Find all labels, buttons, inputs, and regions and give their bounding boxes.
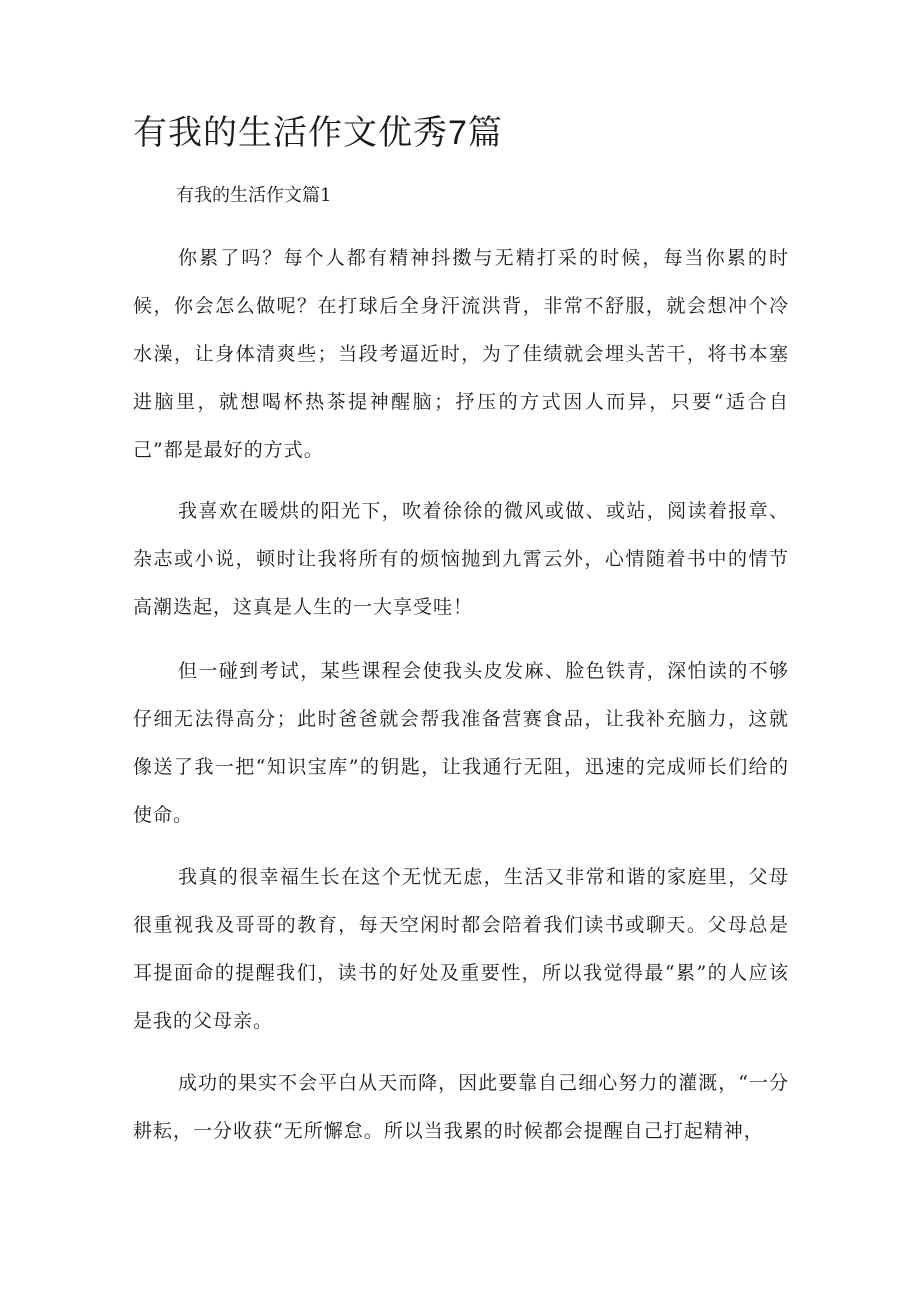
document-title: 有我的生活作文优秀7篇 [133,114,503,152]
section-heading: 有我的生活作文篇1 [176,185,332,206]
paragraph-3: 但一碰到考试，某些课程会使我头皮发麻、脸色铁青，深怕读的不够仔细无法得高分；此时爸爸就会帮我准备营赛食品，让我补充脑力，这就像送了我一把“知识宝库”的钥匙，让我通行无阻，迅速的完成师长们给的使命。 [133,660,789,826]
paragraph-2: 我喜欢在暖烘的阳光下，吹着徐徐的微风或做、或站，阅读着报章、杂志或小说，顿时让我将所有的烦恼抛到九霄云外，心情随着书中的情节高潮迭起，这真是人生的一大享受哇！ [133,500,789,618]
paragraph-5: 成功的果实不会平白从天而降，因此要靠自己细心努力的灌溉，“一分耕耘，一分收获“无所懈怠。所以当我累的时候都会提醒自己打起精神， [133,1072,789,1142]
paragraph-4: 我真的很幸福生长在这个无忧无虑，生活又非常和谐的家庭里，父母很重视我及哥哥的教育，每天空闲时都会陪着我们读书或聊天。父母总是耳提面命的提醒我们，读书的好处及重要性，所以我觉得最“累”的人应该是我的父母亲。 [133,866,789,1032]
paragraph-1: 你累了吗？每个人都有精神抖擞与无精打采的时候，每当你累的时候，你会怎么做呢？在打球后全身汗流洪背，非常不舒服，就会想冲个冷水澡，让身体清爽些；当段考逼近时，为了佳绩就会埋头苦干，将书本塞进脑里，就想喝杯热茶提神醒脑；抒压的方式因人而异，只要“适合自己”都是最好的方式。 [133,247,789,461]
